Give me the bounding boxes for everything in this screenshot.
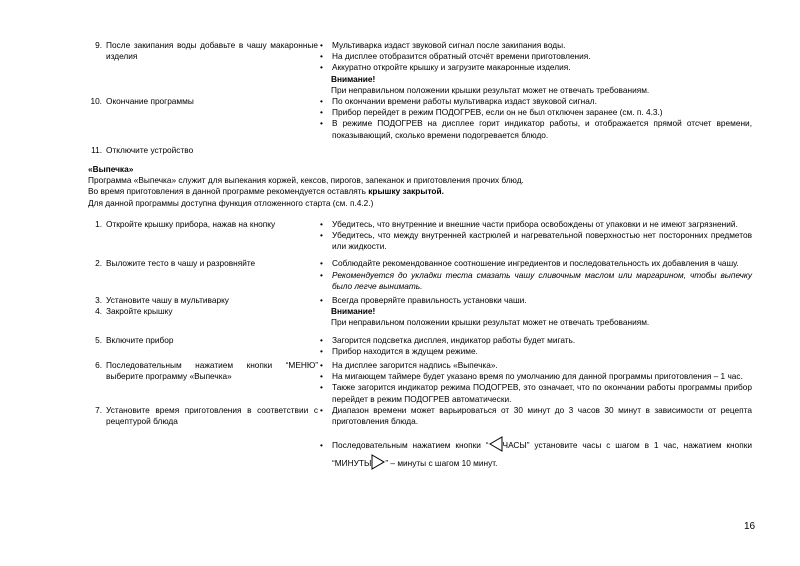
- step-number: 11.: [91, 144, 102, 155]
- bullet-icon: •: [320, 218, 323, 229]
- bullet-text: В режиме ПОДОГРЕВ на дисплее горит индикатор работы, и отображается прямой отсчет времени, показывающий, сколько времени подогревается блюдо.: [332, 118, 752, 140]
- bullet-icon: •: [320, 96, 323, 107]
- section-line: Программа «Выпечка» служит для выпекания коржей, кексов, пирогов, запеканок и приготовления прочих блюд.: [88, 175, 524, 186]
- bullet-text: Убедитесь, что между внутренней кастрюлей и нагревательной поверхностью нет посторонних предметов или жидкости.: [332, 230, 752, 252]
- step-number: 4.: [95, 306, 102, 317]
- bullet-text: На мигающем таймере будет указано время по умолчанию для данной программы приготовления – 1 час.: [332, 371, 743, 382]
- bullet-text: Рекомендуется до укладки теста смазать чашу сливочным маслом или маргарином, чтобы выпечку было легче вынимать.: [332, 269, 752, 291]
- step-row: [88, 295, 752, 306]
- step-text: Установите чашу в мультиварку: [106, 295, 229, 306]
- emphasis-text: крышку закрытой.: [368, 186, 444, 197]
- bullet-text: Соблюдайте рекомендованное соотношение ингредиентов и последовательность их добавления в чашу.: [332, 258, 739, 269]
- step-text: Последовательным нажатием кнопки “МЕНЮ” выберите программу «Выпечка»: [106, 360, 318, 382]
- warning-text: При неправильном положении крышки результат может не отвечать требованиям.: [331, 84, 650, 95]
- step-row: [88, 405, 752, 472]
- step-row: [88, 40, 752, 96]
- warning-text: При неправильном положении крышки результат может не отвечать требованиям.: [331, 317, 650, 328]
- bullet-icon: •: [320, 334, 323, 345]
- bullet-icon: •: [320, 269, 323, 280]
- section-line: Для данной программы доступна функция отложенного старта (см. п.4.2.): [88, 197, 374, 208]
- page-number: 16: [744, 521, 756, 532]
- bullet-icon: •: [320, 258, 323, 269]
- bullet-icon: •: [320, 40, 323, 50]
- step-number: 5.: [95, 334, 102, 345]
- step-text: После закипания воды добавьте в чашу макаронные изделия: [106, 40, 318, 62]
- bullet-icon: •: [320, 440, 323, 451]
- step-row: [88, 145, 752, 156]
- bullet-text: По окончании времени работы мультиварка издаст звуковой сигнал.: [332, 96, 597, 107]
- bullet-text: Аккуратно откройте крышку и загрузите макаронные изделия.: [332, 62, 571, 73]
- bullet-icon: •: [320, 404, 323, 415]
- step-number: 3.: [95, 295, 102, 306]
- step-number: 9.: [95, 40, 102, 50]
- step-row: [88, 96, 752, 141]
- bullet-icon: •: [320, 230, 323, 241]
- bullet-text: Прибор находится в ждущем режиме.: [332, 345, 478, 356]
- step-text: Откройте крышку прибора, нажав на кнопку: [106, 218, 276, 229]
- step-row: [88, 360, 752, 405]
- bullet-text: Прибор перейдет в режим ПОДОГРЕВ, если он не был отключен заранее (см. п. 4.3.): [332, 107, 663, 118]
- section-title: «Выпечка»: [88, 164, 134, 175]
- bullet-icon: •: [320, 107, 323, 118]
- bullet-icon: •: [320, 51, 323, 62]
- bullet-text: Диапазон времени может варьироваться от 30 минут до 3 часов 30 минут в зависимости от рецепта приготовления блюда.: [332, 404, 752, 427]
- warning-title: Внимание!: [331, 73, 376, 84]
- step-number: 10.: [90, 96, 102, 107]
- step-text: Закройте крышку: [106, 306, 173, 317]
- step-number: 7.: [95, 404, 102, 415]
- step-text: Выложите тесто в чашу и разровняйте: [106, 258, 256, 269]
- warning-title: Внимание!: [331, 306, 376, 317]
- bullet-text: Также загорится индикатор режима ПОДОГРЕВ, это означает, что по окончании работы программы прибор перейдет в режим ПОДОГРЕВ автоматически.: [332, 382, 752, 404]
- bullet-text: На дисплее отобразится обратный отсчёт времени приготовления.: [332, 51, 591, 62]
- bullet-icon: •: [320, 295, 323, 306]
- bullet-text: Загорится подсветка дисплея, индикатор работы будет мигать.: [332, 334, 576, 345]
- step-row: [88, 258, 752, 292]
- step-row: [88, 335, 752, 357]
- bullet-icon: •: [320, 118, 323, 129]
- step-text: Включите прибор: [106, 334, 174, 345]
- step-number: 6.: [95, 360, 102, 371]
- bullet-icon: •: [320, 345, 323, 356]
- step-text: Окончание программы: [106, 96, 194, 107]
- step-text: Установите время приготовления в соответствии с рецептурой блюда: [106, 404, 318, 427]
- step-row: [88, 219, 752, 253]
- section-intro: [88, 164, 752, 209]
- bullet-text: Последовательным нажатием кнопки “ ЧАСЫ” установите часы с шагом в 1 час, нажатием кнопки “МИНУТЫ ” – минуты с шагом 10 минут.: [332, 436, 752, 472]
- bullet-text: На дисплее загорится надпись «Выпечка».: [332, 360, 498, 371]
- step-row: [88, 306, 752, 328]
- hours-button-triangle-icon: [489, 436, 503, 452]
- step-number: 2.: [95, 258, 102, 269]
- bullet-text: Убедитесь, что внутренние и внешние части прибора освобождены от упаковки и не имеют загрязнений.: [332, 218, 738, 229]
- step-text: Отключите устройство: [106, 144, 194, 155]
- bullet-icon: •: [320, 62, 323, 73]
- minutes-button-triangle-icon: [371, 454, 385, 470]
- manual-page: [88, 40, 752, 472]
- bullet-icon: •: [320, 371, 323, 382]
- step-number: 1.: [95, 218, 102, 229]
- bullet-text: Мультиварка издаст звуковой сигнал после закипания воды.: [332, 40, 566, 50]
- bullet-icon: •: [320, 382, 323, 393]
- bullet-text: Всегда проверяйте правильность установки чаши.: [332, 295, 527, 306]
- section-line: Во время приготовления в данной программе рекомендуется оставлять крышку закрытой.: [88, 186, 444, 197]
- bullet-icon: •: [320, 360, 323, 371]
